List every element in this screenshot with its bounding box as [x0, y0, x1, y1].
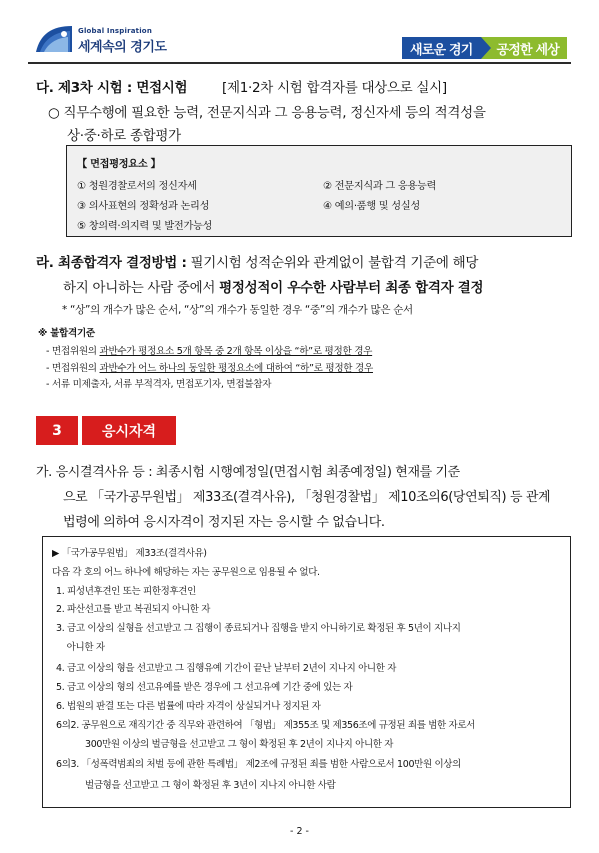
- section-da-bullet-line-2: 상·중·하로 종합평가: [67, 128, 181, 144]
- section-da-note: [제1·2차 시험 합격자를 대상으로 실시]: [222, 80, 447, 96]
- slogan-arrow-icon: [481, 37, 491, 59]
- section-ra-line-1: [36, 251, 478, 271]
- interview-criteria-box: [66, 145, 572, 237]
- fail-criteria-title: ※ 불합격기준: [38, 328, 95, 339]
- fail-criteria-prefix: - 서류 미제출자, 서류 부적격자, 면접포기자, 면접불참자: [46, 379, 272, 390]
- slogan-part-1: 새로운 경기: [402, 37, 481, 59]
- gyeonggi-emblem-icon: [34, 22, 74, 58]
- slogan: [402, 36, 567, 60]
- section-ra-footnote: * “상”의 개수가 많은 순서, “상”의 개수가 동일한 경우 “중”의 개수가 많은 순서: [62, 304, 413, 316]
- section-ga-line-3: 법령에 의하여 응시자격이 정지된 자는 응시할 수 없습니다.: [63, 515, 385, 530]
- section-3-number: 3: [36, 416, 78, 445]
- section-3-title: 응시자격: [82, 416, 176, 445]
- fail-criteria-prefix: - 면접위원의: [46, 363, 100, 374]
- fail-criteria-body: 과반수가 어느 하나의 동일한 평정요소에 대하여 “하”로 평정한 경우: [99, 363, 373, 374]
- law-item: 6의3. 「성폭력범죄의 처벌 등에 관한 특례법」 제2조에 규정된 죄를 범한 사람으로서 100만원 이상의: [56, 759, 461, 770]
- section-ga-line-2: 으로 「국가공무원법」 제33조(결격사유), 「청원경찰법」 제10조의6(당연퇴직) 등 관계: [63, 490, 551, 505]
- fail-criteria-body: 과반수가 평정요소 5개 항목 중 2개 항목 이상을 “하”로 평정한 경우: [99, 346, 373, 357]
- law-item: 300만원 이상의 벌금형을 선고받고 그 형이 확정된 후 2년이 지나지 아니한 자: [85, 739, 394, 750]
- criteria-item: ⑤ 창의력·의지력 및 발전가능성: [77, 221, 213, 232]
- section-ra-text-2a: 하지 아니하는 사람 중에서: [63, 280, 216, 296]
- fail-criteria-item: [46, 376, 271, 390]
- law-item: 5. 금고 이상의 형의 선고유예를 받은 경우에 그 선고유예 기간 중에 있는 자: [56, 682, 353, 693]
- section-da-bullet-line-1: ○ 직무수행에 필요한 능력, 전문지식과 그 응용능력, 정신자세 등의 적격성을: [48, 105, 486, 121]
- section-ra-label: 라. 최종합격자 결정방법 :: [36, 255, 187, 271]
- law-item: 4. 금고 이상의 형을 선고받고 그 집행유예 기간이 끝난 날부터 2년이 지나지 아니한 자: [56, 663, 397, 674]
- slogan-part-2: 공정한 세상: [491, 37, 568, 59]
- criteria-item: ③ 의사표현의 정확성과 논리성: [77, 201, 210, 212]
- law-item: 3. 금고 이상의 실형을 선고받고 그 집행이 종료되거나 집행을 받지 아니하기로 확정된 후 5년이 지나지: [56, 623, 461, 634]
- section-3-heading: [36, 416, 176, 445]
- page-header: [0, 0, 599, 66]
- criteria-item: ① 청원경찰로서의 정신자세: [77, 181, 197, 192]
- law-item: 벌금형을 선고받고 그 형이 확정된 후 3년이 지나지 아니한 사람: [85, 780, 336, 791]
- fail-criteria-prefix: - 면접위원의: [46, 346, 100, 357]
- law-item: 1. 피성년후견인 또는 피한정후견인: [56, 586, 196, 597]
- law-item: 6의2. 공무원으로 재직기간 중 직무와 관련하여 「형법」 제355조 및 제356조에 규정된 죄를 범한 자로서: [56, 720, 476, 731]
- criteria-item: ④ 예의·품행 및 성실성: [323, 201, 420, 212]
- law-title: ▶ 「국가공무원법」 제33조(결격사유): [52, 548, 207, 559]
- law-item: 아니한 자: [56, 642, 105, 653]
- header-divider: [28, 62, 571, 64]
- law-item: 6. 법원의 판결 또는 다른 법률에 따라 자격이 상실되거나 정지된 자: [56, 701, 321, 712]
- law-item: 2. 파산선고를 받고 복권되지 아니한 자: [56, 604, 211, 615]
- criteria-item: ② 전문지식과 그 응용능력: [323, 181, 437, 192]
- law-excerpt-box: [42, 536, 571, 808]
- logo-title: 세계속의 경기도: [78, 40, 167, 55]
- section-ra-line-2: [63, 276, 483, 296]
- logo-subtitle: Global Inspiration: [78, 27, 153, 35]
- criteria-title: 【 면접평정요소 】: [77, 159, 161, 170]
- section-da-label: 다. 제3차 시험 : 면접시험: [36, 80, 188, 96]
- section-ga-line-1: 가. 응시결격사유 등 : 최종시험 시행예정일(면접시험 최종예정일) 현재를 기준: [36, 465, 460, 480]
- page-number: - 2 -: [290, 826, 309, 837]
- law-intro: 다음 각 호의 어느 하나에 해당하는 자는 공무원으로 임용될 수 없다.: [52, 567, 320, 578]
- section-ra-text-1: 필기시험 성적순위와 관계없이 불합격 기준에 해당: [190, 255, 479, 271]
- section-ra-text-2b: 평정성적이 우수한 사람부터 최종 합격자 결정: [219, 280, 484, 296]
- fail-criteria-item: [46, 343, 372, 357]
- fail-criteria-item: [46, 360, 373, 374]
